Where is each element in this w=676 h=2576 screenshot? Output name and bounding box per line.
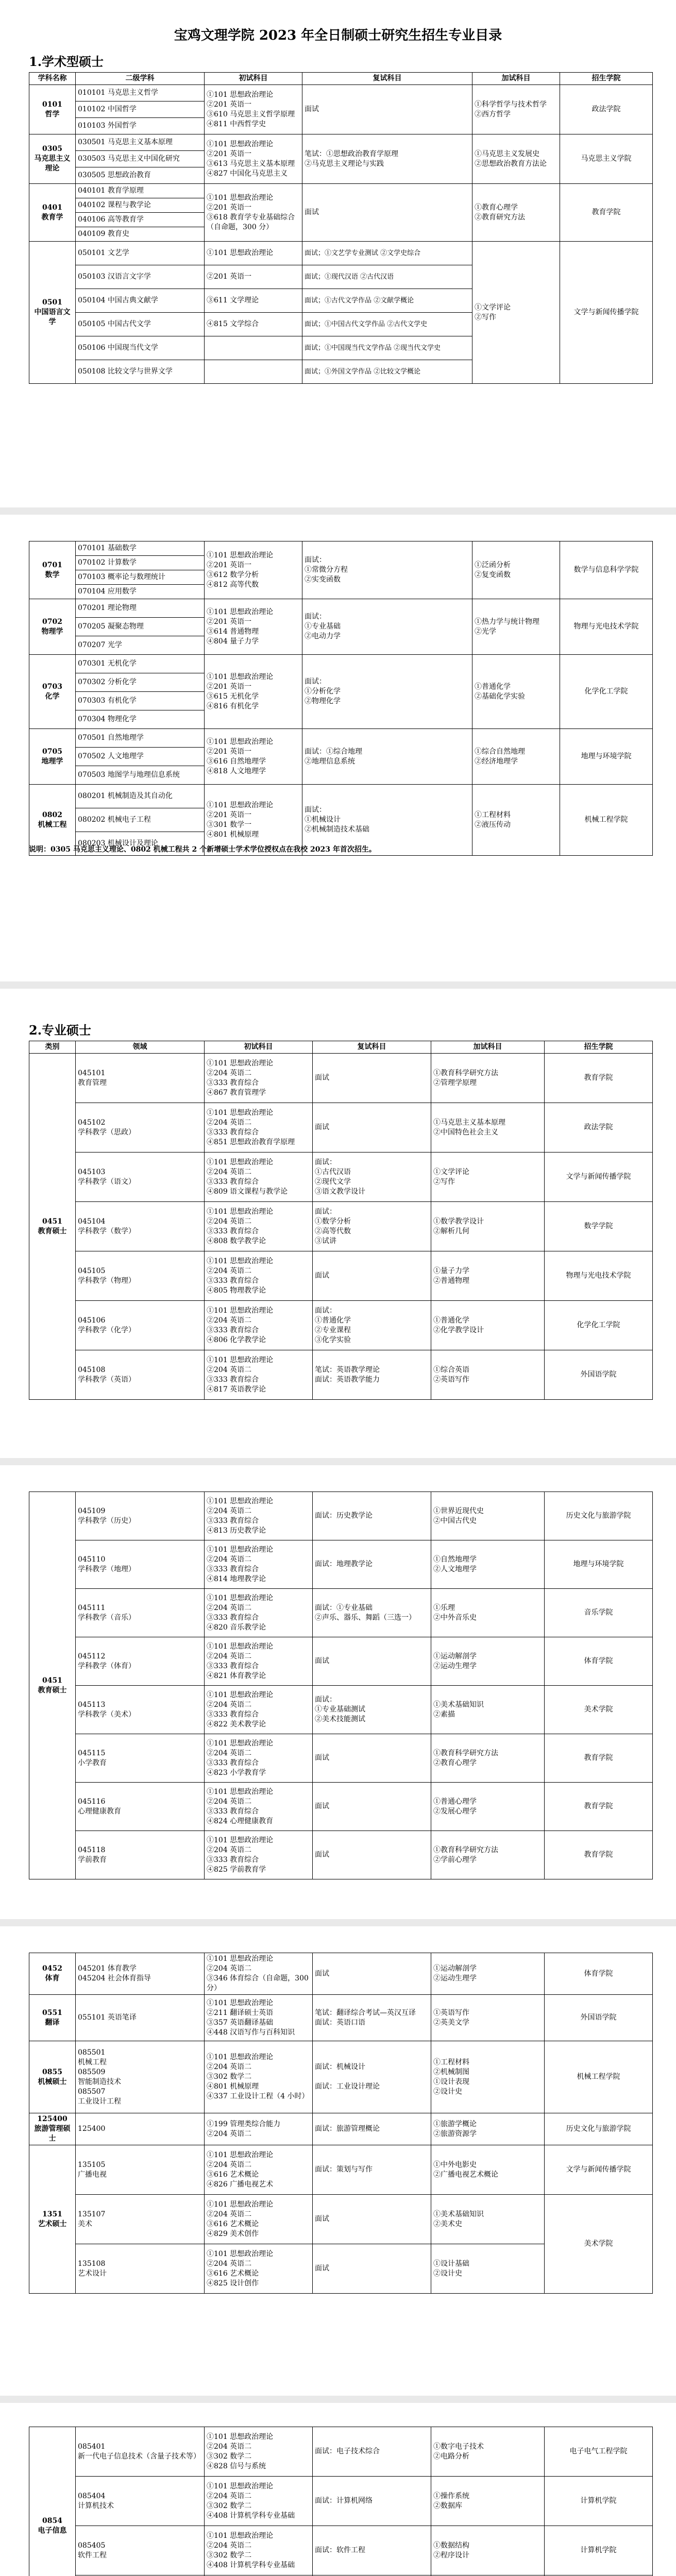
extra-cell: ①科学哲学与技术哲学 ②西方哲学 [472,85,560,134]
field-cell: 045106 学科教学（化学） [76,1301,205,1350]
exam-cell: ①101 思想政治理论 ②204 英语二 ③346 体育综合（自命题，300 分） [205,1953,313,1995]
table-row [29,1350,653,1400]
category-cell: 0451 教育硕士 [29,1492,76,1879]
college-cell: 外国语学院 [545,1995,653,2041]
retest-cell: 面试 [313,1783,431,1831]
sub-discipline-cell: 070301 无机化学 [76,655,205,673]
extra-cell: ①综合自然地理 ②经济地理学 [472,729,560,785]
header-cell: 类别 [29,1041,76,1054]
college-cell: 外国语学院 [545,1350,653,1400]
exam-cell: ①101 思想政治理论 ②204 英语二 ③333 教育综合 ④817 英语教学论 [205,1350,313,1400]
exam-cell: ①101 思想政治理论 ②204 英语二 ③333 教育综合 ④851 思想政治教育学原理 [205,1103,313,1153]
retest-cell: 面试： ①专业基础 ②电动力学 [302,599,472,655]
sub-discipline-cell: 070201 理论物理 [76,599,205,618]
retest-cell: 面试：①综合地理 ②地理信息系统 [302,729,472,785]
exam-cell: ①101 思想政治理论 ②204 英语二 ③333 教育综合 ④808 数学教学论 [205,1202,313,1251]
extra-cell: ①教育科学研究方法 ②管理学原理 [431,1054,545,1103]
exam-cell: ①101 思想政治理论 ②204 英语二 ③333 教育综合 ④820 音乐教学论 [205,1589,313,1637]
table-header-row [29,1041,653,1054]
section-academic-heading: 1.学术型硕士 [29,54,104,69]
sub-discipline-cell: 040106 高等教育学 [76,213,205,227]
exam-cell: ①101 思想政治理论 ②201 英语一 ③610 马克思主义哲学原理 ④811 中西哲学史 [205,85,302,134]
section-professional-heading: 2.专业硕士 [29,1023,92,1038]
header-cell: 加试科目 [431,1041,545,1054]
academic-table-2 [29,541,653,856]
table-row [29,1103,653,1153]
exam-cell: ①101 思想政治理论 ②204 英语二 ③333 教育综合 ④821 体育教学论 [205,1637,313,1686]
table-row [29,655,653,673]
extra-cell: ①普通心理学 ②发展心理学 [431,1783,545,1831]
retest-cell: 面试：①专业基础 ②声乐、器乐、舞蹈（三选一） [313,1589,431,1637]
discipline-cell: 0701 数学 [29,541,76,599]
retest-cell: 面试： ①数学分析 ②高等代数 ③试讲 [313,1202,431,1251]
retest-cell: 面试 [313,1103,431,1153]
discipline-cell: 0101 哲学 [29,85,76,134]
retest-cell: 面试： ①常微分方程 ②实变函数 [302,541,472,599]
footnote: 说明：0305 马克思主义理论、0802 机械工程共 2 个新增硕士学术学位授权点在我校 2023 年首次招生。 [29,845,376,854]
extra-cell: ①美术基础知识 ②美术史 [431,2195,545,2244]
table-row [29,242,653,265]
college-cell: 教育学院 [545,1734,653,1783]
sub-discipline-cell: 030503 马克思主义中国化研究 [76,151,205,167]
retest-cell: 面试 [313,1637,431,1686]
sub-discipline-cell: 040102 课程与教学论 [76,198,205,213]
retest-cell: 面试 [313,1054,431,1103]
retest-cell: 面试： ①古代汉语 ②现代文学 ③语文教学设计 [313,1153,431,1202]
field-cell: 055101 英语笔译 [76,1995,205,2041]
retest-cell: 面试 [313,2195,431,2244]
exam-cell: ①101 思想政治理论 ②204 英语二 ③302 数学二 ④828 信号与系统 [205,2427,313,2477]
page-separator [0,981,676,989]
retest-cell: 面试；①古代文学作品 ②文献学概论 [302,289,472,313]
college-cell: 化学化工学院 [560,655,653,729]
table-row [29,1589,653,1637]
college-cell: 文学与新闻传播学院 [545,2145,653,2195]
table-row [29,1734,653,1783]
college-cell: 教育学院 [560,184,653,242]
retest-cell: 面试： ①机械设计 ②机械制造技术基础 [302,785,472,856]
page-separator [0,1919,676,1926]
field-cell: 135105 广播电视 [76,2145,205,2195]
college-cell: 历史文化与旅游学院 [545,1492,653,1540]
sub-discipline-cell: 070303 有机化学 [76,692,205,710]
retest-cell: 面试：计算机网络 [313,2477,431,2526]
exam-cell: ①101 思想政治理论 ②204 英语二 ③333 教育综合 ④823 小学教育学 [205,1734,313,1783]
extra-cell: ①中外电影史 ②广播电视艺术概论 [431,2145,545,2195]
professional-table-1 [29,1041,653,1400]
retest-cell: 面试 [302,184,472,242]
extra-cell: ①数学教学设计 ②解析几何 [431,1202,545,1251]
extra-cell: ①教育科学研究方法 ②教育心理学 [431,1734,545,1783]
retest-cell: 面试： ①普通化学 ②专业课程 ③化学实验 [313,1301,431,1350]
discipline-cell: 0703 化学 [29,655,76,729]
college-cell: 体育学院 [545,1953,653,1995]
sub-discipline-cell: 080201 机械制造及其自动化 [76,785,205,808]
field-cell: 045116 心理健康教育 [76,1783,205,1831]
extra-cell: ①运动解剖学 ②运动生理学 [431,1637,545,1686]
page-5 [0,1932,676,2391]
exam-cell: ①101 思想政治理论 ②201 英语一 ③615 无机化学 ④816 有机化学 [205,655,302,729]
college-cell: 美术学院 [545,2195,653,2294]
table-row [29,85,653,101]
category-cell: 125400 旅游管理硕士 [29,2113,76,2145]
exam-cell [205,336,302,360]
retest-cell: 面试：旅游管理概论 [313,2113,431,2145]
exam-cell: ①101 思想政治理论 ②204 英语二 ③333 教育综合 ④813 历史教学论 [205,1492,313,1540]
retest-cell: 面试 [302,85,472,134]
retest-cell: 面试；①中国古代文学作品 ②古代文学史 [302,313,472,336]
extra-cell: ①马克思主义基本原理 ②中国特色社会主义 [431,1103,545,1153]
field-cell: 135108 艺术设计 [76,2244,205,2294]
college-cell: 文学与新闻传播学院 [545,1153,653,1202]
exam-cell: ①101 思想政治理论 ②204 英语二 ③333 教育综合 ④867 教育管理学 [205,1054,313,1103]
exam-cell: ①101 思想政治理论 ②204 英语二 ③333 教育综合 ④825 学前教育学 [205,1831,313,1879]
college-cell: 音乐学院 [545,1589,653,1637]
college-cell: 体育学院 [545,1637,653,1686]
field-cell: 125400 [76,2113,205,2145]
retest-cell: 面试 [313,2244,431,2294]
table-row [29,1153,653,1202]
retest-cell: 面试 [313,1831,431,1879]
college-cell: 机械工程学院 [560,785,653,856]
table-row [29,1202,653,1251]
field-cell: 045104 学科教学（数学） [76,1202,205,1251]
extra-cell: ①教育心理学 ②教育研究方法 [472,184,560,242]
table-row [29,1831,653,1879]
field-cell: 085405 软件工程 [76,2526,205,2575]
field-cell: 045102 学科教学（思政） [76,1103,205,1153]
page-separator [0,507,676,515]
discipline-cell: 0401 教育学 [29,184,76,242]
field-cell: 045201 体育教学 045204 社会体育指导 [76,1953,205,1995]
extra-cell: ①美术基础知识 ②素描 [431,1686,545,1734]
extra-cell: ①自然地理学 ②人文地理学 [431,1540,545,1589]
extra-cell: ①英语写作 ②英美文学 [431,1995,545,2041]
header-cell: 初试科目 [205,1041,313,1054]
college-cell: 地理与环境学院 [545,1540,653,1589]
table-row [29,2113,653,2145]
extra-cell: ①教育科学研究方法 ②学前心理学 [431,1831,545,1879]
college-cell: 数学与信息科学学院 [560,541,653,599]
retest-cell: 面试 [313,1734,431,1783]
sub-discipline-cell: 050101 文艺学 [76,242,205,265]
exam-cell: ①101 思想政治理论 ②204 英语二 ③616 艺术概论 ④825 设计创作 [205,2244,313,2294]
sub-discipline-cell: 050105 中国古代文学 [76,313,205,336]
header-cell: 二级学科 [76,73,205,85]
extra-cell: ①量子力学 ②普通物理 [431,1251,545,1301]
field-cell: 085401 新一代电子信息技术（含量子技术等） [76,2427,205,2477]
exam-cell: ①101 思想政治理论 ②201 英语一 ③613 马克思主义基本原理 ④827 中国化马克思主义 [205,134,302,184]
header-cell: 招生学院 [560,73,653,85]
college-cell: 教育学院 [545,1054,653,1103]
table-row [29,184,653,198]
college-cell: 政法学院 [545,1103,653,1153]
retest-cell: 面试 [313,1251,431,1301]
retest-cell: 面试：历史教学论 [313,1492,431,1540]
academic-table-1 [29,72,653,384]
college-cell: 美术学院 [545,1686,653,1734]
exam-cell: ①101 思想政治理论 ②201 英语一 ③612 数学分析 ④812 高等代数 [205,541,302,599]
table-row [29,1492,653,1540]
retest-cell: 面试；①中国现当代文学作品 ②现当代文学史 [302,336,472,360]
field-cell: 045118 学前教育 [76,1831,205,1879]
header-cell: 学科名称 [29,73,76,85]
college-cell: 马克思主义学院 [560,134,653,184]
field-cell: 085501 机械工程 085509 智能制造技术 085507 工业设计工程 [76,2041,205,2113]
table-row [29,2427,653,2477]
field-cell: 045108 学科教学（英语） [76,1350,205,1400]
extra-cell: ①数字电子技术 ②电路分析 [431,2427,545,2477]
header-cell: 初试科目 [205,73,302,85]
retest-cell: 面试：机械设计 面试：工业设计理论 [313,2041,431,2113]
extra-cell: ①工程材料 ②液压传动 [472,785,560,856]
college-cell: 政法学院 [560,85,653,134]
extra-cell: ①热力学与统计物理 ②光学 [472,599,560,655]
extra-cell: ①文学评论 ②写作 [431,1153,545,1202]
page-6 [0,2409,676,2576]
exam-cell: ①101 思想政治理论 [205,242,302,265]
table-row [29,1783,653,1831]
category-cell: 0855 机械硕士 [29,2041,76,2113]
exam-cell: ①101 思想政治理论 ②204 英语二 ③333 教育综合 ④809 语文课程与教学论 [205,1153,313,1202]
category-cell: 0452 体育 [29,1953,76,1995]
exam-cell: ①101 思想政治理论 ②204 英语二 ③302 数学二 ④408 计算机学科专业基础 [205,2477,313,2526]
table-row [29,1686,653,1734]
extra-cell: ①综合英语 ②英语写作 [431,1350,545,1400]
retest-cell: 面试：软件工程 [313,2526,431,2575]
retest-cell: 面试；①现代汉语 ②古代汉语 [302,265,472,289]
retest-cell: 面试 [313,1953,431,1995]
field-cell: 045101 教育管理 [76,1054,205,1103]
exam-cell: ①101 思想政治理论 ②204 英语二 ③302 数学二 ④408 计算机学科专业基础 [205,2526,313,2575]
page-3 [0,994,676,1448]
field-cell: 135107 美术 [76,2195,205,2244]
sub-discipline-cell: 070501 自然地理学 [76,729,205,748]
field-cell: 085404 计算机技术 [76,2477,205,2526]
exam-cell: ①199 管理类综合能力 ②204 英语二 [205,2113,313,2145]
sub-discipline-cell: 030501 马克思主义基本原理 [76,134,205,151]
professional-table-4 [29,2427,653,2576]
table-row [29,785,653,808]
college-cell: 化学化工学院 [545,1301,653,1350]
sub-discipline-cell: 080203 机械设计及理论 [76,832,205,856]
table-row [29,1301,653,1350]
extra-cell: ①泛函分析 ②复变函数 [472,541,560,599]
sub-discipline-cell: 010102 中国哲学 [76,101,205,118]
exam-cell: ①101 思想政治理论 ②204 英语二 ③333 教育综合 ④806 化学教学论 [205,1301,313,1350]
sub-discipline-cell: 070207 光学 [76,636,205,655]
exam-cell: ①101 思想政治理论 ②204 英语二 ③616 艺术概论 ④829 美术创作 [205,2195,313,2244]
extra-cell: ①普通化学 ②基础化学实验 [472,655,560,729]
page-separator [0,1458,676,1465]
field-cell: 045103 学科教学（语文） [76,1153,205,1202]
table-row [29,134,653,151]
exam-cell: ①101 思想政治理论 ②201 英语一 ③614 普通物理 ④804 量子力学 [205,599,302,655]
college-cell: 数学学院 [545,1202,653,1251]
discipline-cell: 0705 地理学 [29,729,76,785]
retest-cell: 面试；①外国文学作品 ②比较文学概论 [302,360,472,384]
field-cell: 045111 学科教学（音乐） [76,1589,205,1637]
exam-cell: ①101 思想政治理论 ②204 英语二 ③333 教育综合 ④824 心理健康教育 [205,1783,313,1831]
extra-cell: ①数据结构 ②程序设计 [431,2526,545,2575]
sub-discipline-cell: 070503 地图学与地理信息系统 [76,766,205,785]
table-row [29,2195,653,2244]
retest-cell: 面试： ①分析化学 ②物理化学 [302,655,472,729]
sub-discipline-cell: 050104 中国古典文献学 [76,289,205,313]
extra-cell: ①运动解剖学 ②运动生理学 [431,1953,545,1995]
sub-discipline-cell: 040109 教育史 [76,227,205,242]
extra-cell: ①乐理 ②中外音乐史 [431,1589,545,1637]
college-cell: 历史文化与旅游学院 [545,2113,653,2145]
exam-cell: ①101 思想政治理论 ②211 翻译硕士英语 ③357 英语翻译基础 ④448 汉语写作与百科知识 [205,1995,313,2041]
field-cell: 045115 小学教育 [76,1734,205,1783]
exam-cell: ①101 思想政治理论 ②204 英语二 ③302 数学二 ④801 机械原理 ④337 工业设计工程（4 小时） [205,2041,313,2113]
sub-discipline-cell: 070102 计算数学 [76,556,205,570]
category-cell: 1351 艺术硕士 [29,2145,76,2294]
category-cell: 0451 教育硕士 [29,1054,76,1400]
table-row [29,541,653,556]
field-cell: 045105 学科教学（物理） [76,1251,205,1301]
discipline-cell: 0802 机械工程 [29,785,76,856]
table-row [29,2526,653,2575]
field-cell: 045110 学科教学（地理） [76,1540,205,1589]
discipline-cell: 0305 马克思主义理论 [29,134,76,184]
exam-cell: ①101 思想政治理论 ②204 英语二 ③616 艺术概论 ④826 广播电视艺术 [205,2145,313,2195]
exam-cell: ④815 文学综合 [205,313,302,336]
extra-cell: ①旅游学概论 ②旅游资源学 [431,2113,545,2145]
sub-discipline-cell: 070205 凝聚态物理 [76,618,205,636]
sub-discipline-cell: 010103 外国哲学 [76,118,205,134]
page-4 [0,1471,676,1914]
retest-cell: 笔试：翻译综合考试—英汉互译 面试：英语口语 [313,1995,431,2041]
sub-discipline-cell: 070304 物理化学 [76,710,205,729]
header-cell: 领域 [76,1041,205,1054]
retest-cell: 面试： ①专业基础测试 ②美术技能测试 [313,1686,431,1734]
retest-cell: 面试：电子技术综合 [313,2427,431,2477]
professional-table-3 [29,1953,653,2294]
exam-cell [205,360,302,384]
header-cell: 复试科目 [313,1041,431,1054]
college-cell: 计算机学院 [545,2526,653,2575]
sub-discipline-cell: 050106 中国现当代文学 [76,336,205,360]
page-2 [0,520,676,984]
table-row [29,1251,653,1301]
retest-cell: 面试：策划与写作 [313,2145,431,2195]
college-cell: 机械工程学院 [545,2041,653,2113]
field-cell: 045112 学科教学（体育） [76,1637,205,1686]
retest-cell: 笔试：①思想政治教育学原理 ②马克思主义理论与实践 [302,134,472,184]
extra-cell: ①操作系统 ②数据库 [431,2477,545,2526]
table-row [29,1054,653,1103]
exam-cell: ①101 思想政治理论 ②204 英语二 ③333 教育综合 ④814 地理教学论 [205,1540,313,1589]
exam-cell: ③611 文学理论 [205,289,302,313]
college-cell: 文学与新闻传播学院 [560,242,653,384]
sub-discipline-cell: 010101 马克思主义哲学 [76,85,205,101]
sub-discipline-cell: 070104 应用数学 [76,585,205,599]
extra-cell: ①设计基础 ②设计史 [431,2244,545,2294]
table-row [29,1540,653,1589]
table-row [29,2041,653,2113]
retest-cell: 面试：地理教学论 [313,1540,431,1589]
sub-discipline-cell: 070302 分析化学 [76,673,205,692]
college-cell: 地理与环境学院 [560,729,653,785]
extra-cell: ①文学评论 ②写作 [472,242,560,384]
college-cell: 教育学院 [545,1783,653,1831]
college-cell: 教育学院 [545,1831,653,1879]
exam-cell: ①101 思想政治理论 ②204 英语二 ③333 教育综合 ④822 美术教学论 [205,1686,313,1734]
sub-discipline-cell: 070502 人文地理学 [76,748,205,766]
table-row [29,1637,653,1686]
table-row [29,2477,653,2526]
table-row [29,729,653,748]
extra-cell: ①普通化学 ②化学教学设计 [431,1301,545,1350]
sub-discipline-cell: 050103 汉语言文字学 [76,265,205,289]
category-cell: 0551 翻译 [29,1995,76,2041]
exam-cell: ①101 思想政治理论 ②201 英语一 ③301 数学一 ④801 机械原理 [205,785,302,856]
table-header-row [29,73,653,85]
retest-cell: 面试；①文艺学专业测试 ②文学史综合 [302,242,472,265]
document-title: 宝鸡文理学院 2023 年全日制硕士研究生招生专业目录 [174,28,502,43]
sub-discipline-cell: 070101 基础数学 [76,541,205,556]
sub-discipline-cell: 050108 比较文学与世界文学 [76,360,205,384]
table-row [29,599,653,618]
page-1 [0,0,676,505]
page-separator [0,2396,676,2403]
extra-cell: ①工程材料 ②机械制图 ①设计表现 ②设计史 [431,2041,545,2113]
professional-table-2 [29,1492,653,1879]
sub-discipline-cell: 040101 教育学原理 [76,184,205,198]
category-cell: 0854 电子信息 [29,2427,76,2576]
header-cell: 加试科目 [472,73,560,85]
discipline-cell: 0702 物理学 [29,599,76,655]
table-row [29,2145,653,2195]
field-cell: 045113 学科教学（美术） [76,1686,205,1734]
exam-cell: ①101 思想政治理论 ②201 英语一 ③618 教育学专业基础综合（自命题，300 分） [205,184,302,242]
table-row [29,1953,653,1995]
extra-cell: ①世界近现代史 ②中国古代史 [431,1492,545,1540]
discipline-cell: 0501 中国语言文学 [29,242,76,384]
exam-cell: ②201 英语一 [205,265,302,289]
header-cell: 招生学院 [545,1041,653,1054]
header-cell: 复试科目 [302,73,472,85]
exam-cell: ①101 思想政治理论 ②201 英语一 ③616 自然地理学 ④818 人文地理学 [205,729,302,785]
college-cell: 物理与光电技术学院 [560,599,653,655]
retest-cell: 笔试：英语教学理论 面试：英语教学能力 [313,1350,431,1400]
sub-discipline-cell: 030505 思想政治教育 [76,167,205,184]
field-cell: 045109 学科教学（历史） [76,1492,205,1540]
college-cell: 物理与光电技术学院 [545,1251,653,1301]
extra-cell: ①马克思主义发展史 ②思想政治教育方法论 [472,134,560,184]
college-cell: 电子电气工程学院 [545,2427,653,2477]
table-row [29,1995,653,2041]
exam-cell: ①101 思想政治理论 ②204 英语二 ③333 教育综合 ④805 物理教学论 [205,1251,313,1301]
sub-discipline-cell: 070103 概率论与数理统计 [76,570,205,585]
college-cell: 计算机学院 [545,2477,653,2526]
sub-discipline-cell: 080202 机械电子工程 [76,808,205,832]
